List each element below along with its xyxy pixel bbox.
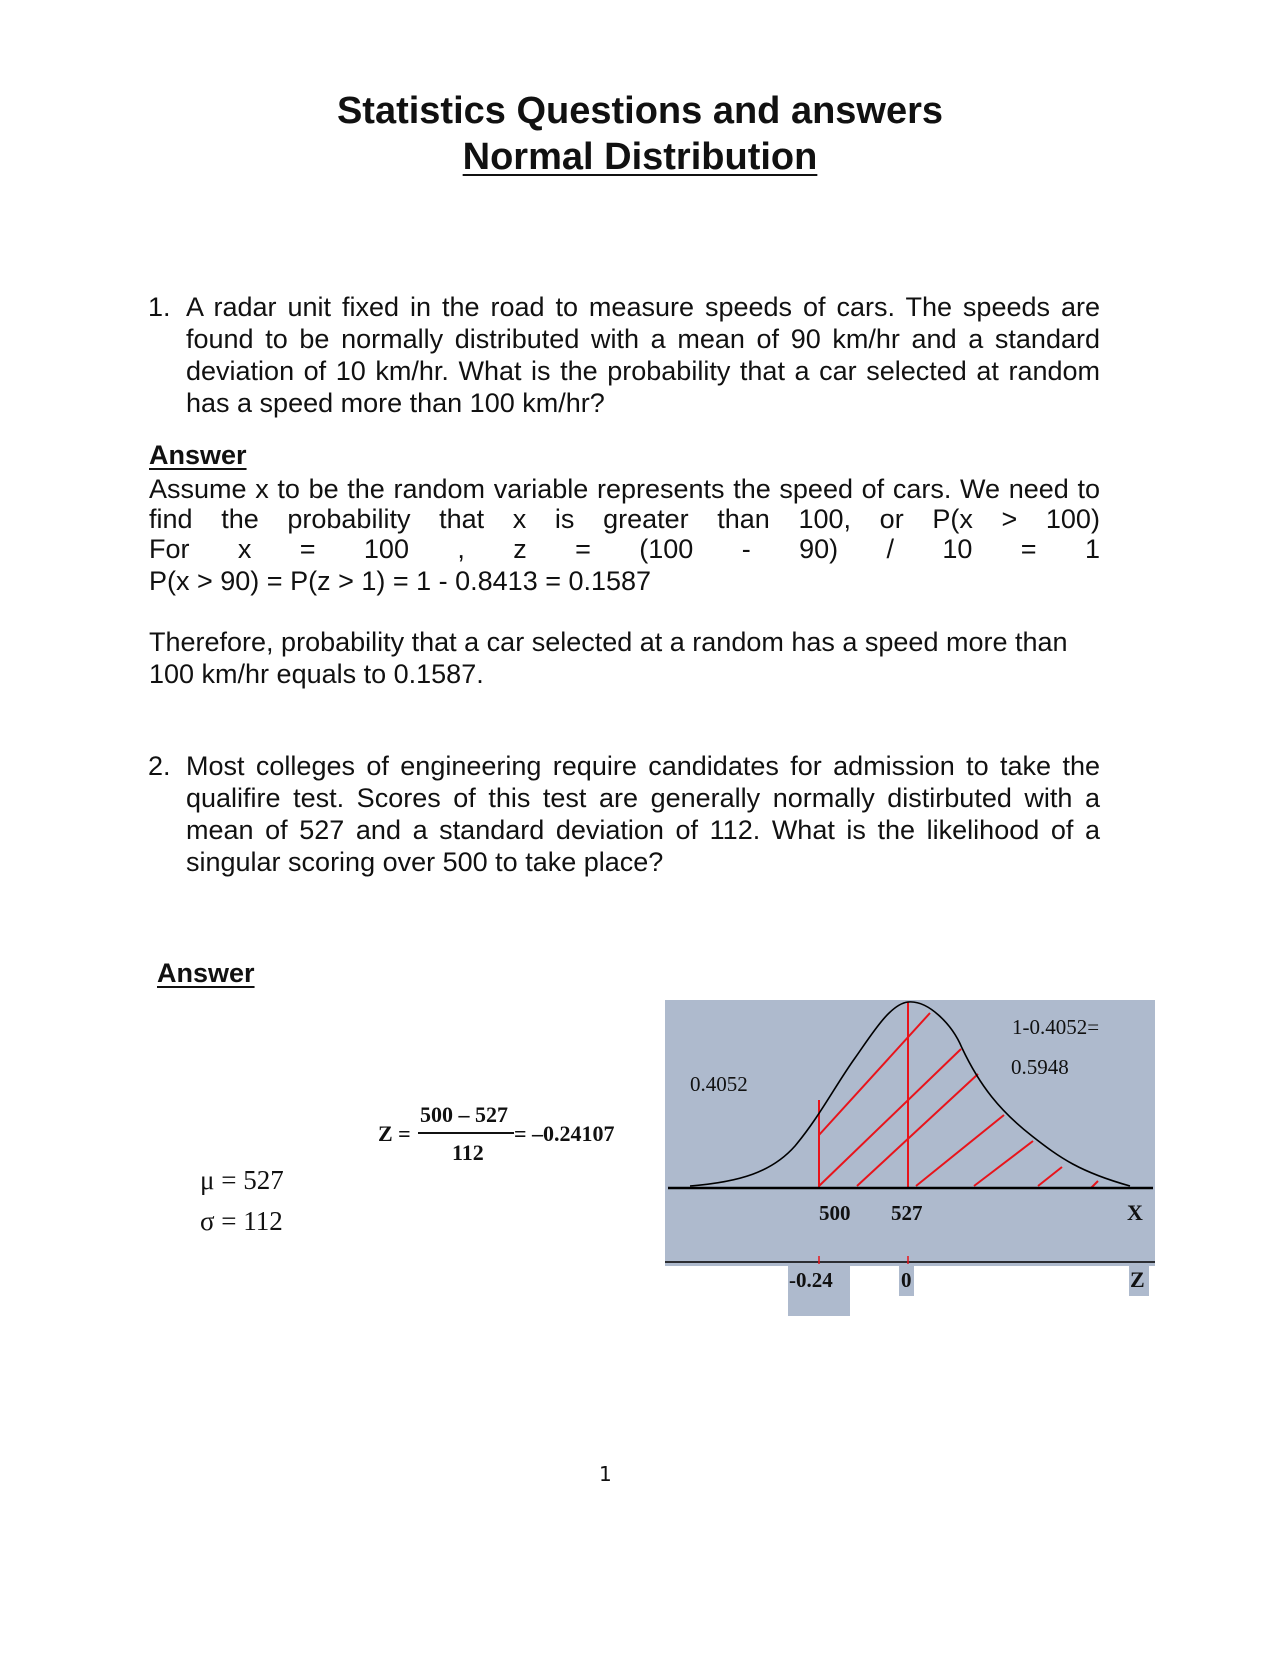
page-number: 1	[599, 1462, 612, 1486]
document-title: Statistics Questions and answers	[336, 90, 944, 132]
question-1	[148, 291, 1100, 419]
answer-1-line-2-word: that	[439, 504, 485, 534]
z-formula	[378, 1102, 638, 1172]
z-formula-lhs: Z =	[378, 1121, 411, 1146]
question-1-number: 1.	[148, 292, 171, 322]
normal-distribution-figure	[660, 996, 1160, 1321]
answer-1-line-2-word: 100,	[798, 504, 852, 534]
sigma-value: σ = 112	[200, 1206, 283, 1236]
question-1-text: A radar unit fixed in the road to measure speeds of cars. The speeds are found to be normally distributed with a mean of 90 km/hr and a standard deviation of 10 km/hr. What is the probability that a car selected at random has a speed more than 100 km/hr?	[186, 292, 1100, 418]
answer-1-line-2-word: is	[554, 504, 575, 534]
answer-2-heading: Answer	[157, 958, 255, 988]
answer-1-line-2-word: probability	[287, 504, 411, 534]
figure-panel	[665, 1000, 1155, 1266]
answer-1-line-4: P(x > 90) = P(z > 1) = 1 - 0.8413 = 0.1587	[149, 566, 652, 596]
answer-1-line-3-word: /	[886, 534, 894, 564]
z-formula-numerator: 500 – 527	[420, 1102, 508, 1127]
answer-1-line-3-word: =	[299, 534, 316, 564]
answer-1-line-3-word: ,	[457, 534, 465, 564]
answer-1-line-3-word: 90)	[799, 534, 839, 564]
answer-1-line-3-word: =	[575, 534, 591, 564]
answer-1-line-3-word: z	[513, 534, 527, 564]
z-tick-zero: 0	[901, 1268, 912, 1292]
document-subtitle	[0, 134, 1280, 180]
answer-1-line-2-word: x	[512, 504, 527, 534]
question-2	[148, 750, 1100, 878]
answer-1-line-2-word: P(x	[932, 504, 973, 534]
z-formula-denominator: 112	[452, 1140, 484, 1165]
answer-1-line-2-word: >	[1001, 504, 1018, 534]
answer-1-line-1: Assume x to be the random variable represents the speed of cars. We need to	[149, 474, 1100, 504]
question-2-text: Most colleges of engineering require candidates for admission to take the qualifire test. Scores of this test are generally normally distirbuted with a mean of 527 and a standard deviation of 112. What is the likelihood of a singular scoring over 500 to take place?	[186, 751, 1100, 877]
subtitle-text: Normal Distribution	[462, 136, 818, 178]
answer-1-line-3-word: 1	[1084, 534, 1100, 564]
answer-1-line-2-word: find	[149, 504, 193, 534]
left-area-label: 0.4052	[690, 1072, 748, 1096]
right-area-label-line-2: 0.5948	[1011, 1055, 1069, 1079]
answer-1-line-2-word: 100)	[1045, 504, 1100, 534]
answer-1-line-3-word: -	[741, 534, 751, 564]
answer-1-line-2-word: greater	[603, 504, 689, 534]
z-formula-result: = –0.24107	[514, 1121, 615, 1146]
answer-1-line-3	[149, 533, 1100, 565]
answer-1-line-3-word: 10	[942, 534, 973, 564]
fraction-bar	[418, 1132, 514, 1134]
answer-1-line-3-word: 100	[363, 534, 409, 564]
answer-1-line-2-word: or	[879, 504, 904, 534]
answer-1-line-3-word: x	[237, 534, 252, 564]
z-tick-neg: -0.24	[789, 1268, 833, 1292]
x-axis-label: X	[1127, 1200, 1143, 1225]
answer-1-line-3-word: (100	[639, 534, 694, 564]
answer-1-heading: Answer	[149, 440, 247, 470]
x-tick-527: 527	[891, 1201, 923, 1225]
answer-1-line-2	[149, 503, 1100, 535]
answer-1-line-3-word: =	[1020, 534, 1037, 564]
answer-1-line-2-word: than	[717, 504, 770, 534]
mu-value: μ = 527	[200, 1165, 284, 1195]
answer-1-conclusion: Therefore, probability that a car selected at a random has a speed more than 100 km/hr equals to 0.1587.	[149, 627, 1068, 689]
z-axis-label: Z	[1130, 1267, 1145, 1292]
answer-1-line-3-word: For	[149, 534, 190, 564]
right-area-label-line-1: 1-0.4052=	[1012, 1015, 1100, 1039]
answer-1-line-2-word: the	[221, 504, 259, 534]
question-2-number: 2.	[148, 751, 171, 781]
x-tick-500: 500	[819, 1201, 851, 1225]
